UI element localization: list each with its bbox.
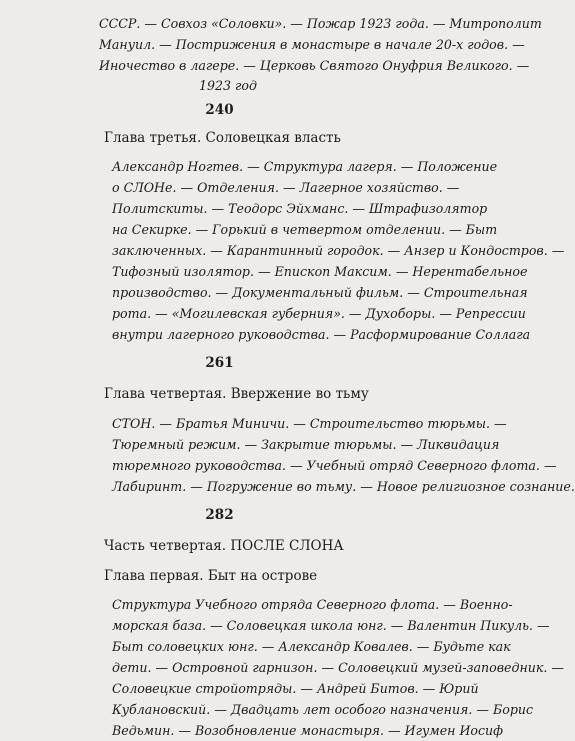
toc-line: тюремного руководства. — Учебный отряд Северного флота. — xyxy=(112,458,557,473)
toc-line: заключенных. — Карантинный городок. — Анзер и Кондостров. — xyxy=(112,243,565,258)
toc-line: производство. — Документальный фильм. — Строительная xyxy=(112,285,528,300)
toc-line: Тюремный режим. — Закрытие тюрьмы. — Ликвидация xyxy=(112,437,500,452)
toc-line: на Секирке. — Горький в четвертом отделении. — Быт xyxy=(112,222,498,237)
toc-line: Соловецкие стройотряды. — Андрей Битов. — Юрий xyxy=(112,681,479,696)
toc-line: рота. — «Могилевская губерния». — Духоборы. — Репрессии xyxy=(112,306,526,321)
toc-heading: Глава третья. Соловецкая власть xyxy=(104,130,341,146)
toc-line: СТОН. — Братья Миничи. — Строительство тюрьмы. — xyxy=(112,416,507,431)
toc-line: Иночество в лагере. — Церковь Святого Онуфрия Великого. — xyxy=(99,58,530,73)
toc-line: 1923 год xyxy=(199,78,257,93)
toc-line: внутри лагерного руководства. — Расформирование Соллага xyxy=(112,327,531,342)
toc-heading: Глава четвертая. Ввержение во тьму xyxy=(104,386,369,402)
toc-line: Структура Учебного отряда Северного флота. — Военно- xyxy=(112,597,513,612)
toc-line: Лабиринт. — Погружение во тьму. — Новое религиозное сознание. xyxy=(112,479,575,494)
toc-page-number: 261 xyxy=(205,355,234,371)
toc-line: Кублановский. — Двадцать лет особого назначения. — Борис xyxy=(112,702,534,717)
toc-line: Александр Ногтев. — Структура лагеря. — Положение xyxy=(112,159,498,174)
toc-line: Ведьмин. — Возобновление монастыря. — Игумен Иосиф xyxy=(112,723,504,738)
toc-page-number: 282 xyxy=(205,507,234,523)
toc-line: Быт соловецких юнг. — Александр Ковалев. — Будьте как xyxy=(112,639,511,654)
toc-line: дети. — Островной гарнизон. — Соловецкий музей-заповедник. — xyxy=(112,660,564,675)
toc-heading: Глава первая. Быт на острове xyxy=(104,568,318,584)
toc-line: о СЛОНе. — Отделения. — Лагерное хозяйство. — xyxy=(112,180,460,195)
toc-line: Тифозный изолятор. — Епископ Максим. — Нерентабельное xyxy=(112,264,528,279)
toc-line: Политскиты. — Теодорс Эйхманс. — Штрафизолятор xyxy=(112,201,488,216)
toc-line: Мануил. — Пострижения в монастыре в начале 20-х годов. — xyxy=(99,37,525,52)
toc-line: морская база. — Соловецкая школа юнг. — Валентин Пикуль. — xyxy=(112,618,550,633)
toc-page-number: 240 xyxy=(205,102,234,118)
toc-line: СССР. — Совхоз «Соловки». — Пожар 1923 года. — Митрополит xyxy=(99,16,542,31)
toc-part-heading: Часть четвертая. ПОСЛЕ СЛОНА xyxy=(104,538,344,554)
